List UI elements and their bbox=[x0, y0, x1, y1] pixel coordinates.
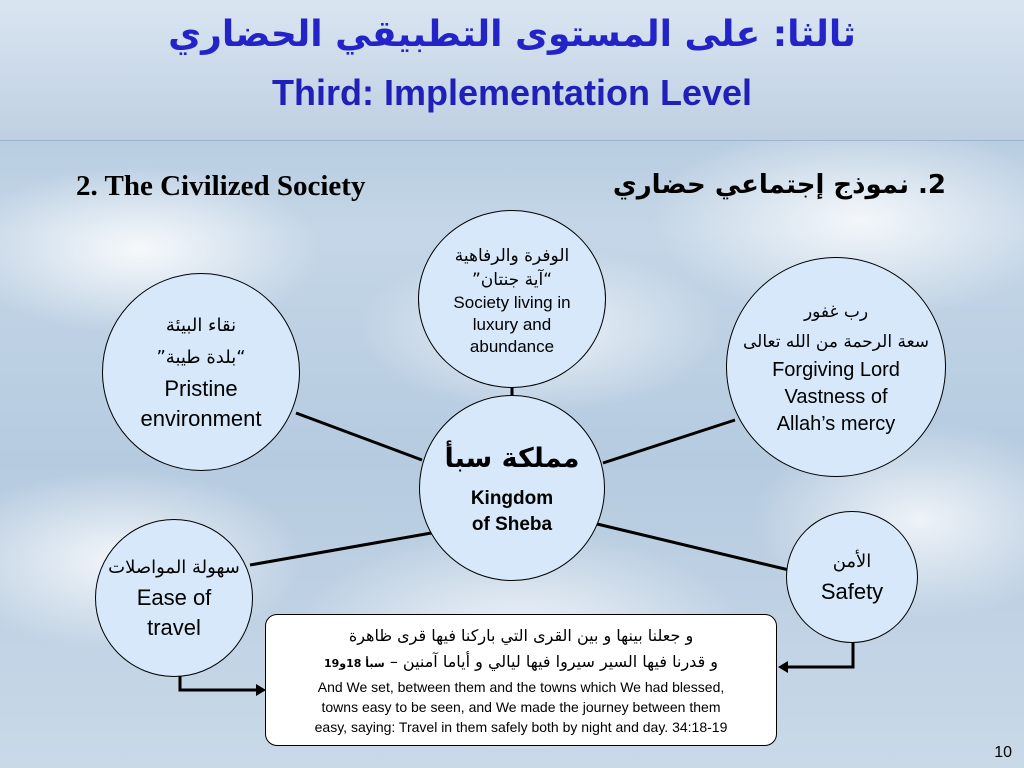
page-number: 10 bbox=[994, 744, 1012, 761]
node-environment-en-1: Pristine bbox=[164, 376, 238, 401]
quote-en-line-1: And We set, between them and the towns which We had blessed, bbox=[317, 679, 725, 695]
node-safety bbox=[786, 511, 918, 643]
node-abundance-en-1: Society living in bbox=[453, 293, 571, 312]
quote-ar-line-2 bbox=[272, 649, 770, 677]
arrow-right-line bbox=[782, 642, 853, 667]
quote-en-line-2: towns easy to be seen, and We made the journey between them bbox=[321, 699, 721, 715]
node-safety-ar: الأمن bbox=[832, 551, 872, 572]
node-forgiving-lord-en-1: Forgiving Lord bbox=[772, 358, 900, 381]
node-travel-ar: سهولة المواصلات bbox=[108, 557, 240, 578]
node-abundance-ar-1: الوفرة والرفاهية bbox=[454, 246, 570, 266]
node-abundance-ar-2: “آية جنتان” bbox=[471, 270, 553, 290]
node-center-en-2: of Sheba bbox=[471, 514, 553, 535]
node-travel-en-1: Ease of bbox=[136, 585, 212, 610]
node-ease-of-travel bbox=[95, 519, 253, 677]
connector-bottom-left bbox=[250, 532, 437, 565]
quote-ar-reference: سبأ 18و19 bbox=[323, 657, 385, 670]
connector-right bbox=[603, 420, 735, 463]
arrow-right-head bbox=[778, 661, 788, 673]
node-environment bbox=[102, 273, 300, 471]
node-forgiving-lord-ar-1: رب غفور bbox=[803, 301, 869, 322]
quote-ar-line-1: و جعلنا بينها و بين القرى التي باركنا فيها قرى ظاهرة bbox=[348, 626, 694, 645]
title-arabic: ثالثا: على المستوى التطبيقي الحضاري bbox=[168, 14, 856, 55]
node-forgiving-lord bbox=[726, 257, 946, 477]
node-kingdom-of-sheba bbox=[419, 395, 605, 581]
node-forgiving-lord-en-3: Allah’s mercy bbox=[776, 412, 896, 435]
node-center-en-1: Kingdom bbox=[470, 488, 554, 509]
node-abundance-en-3: abundance bbox=[469, 337, 555, 356]
quote-ar-text-2: و قدرنا فيها السير سيروا فيها ليالي و أياما آمنين – bbox=[389, 652, 719, 671]
node-environment-ar-1: نقاء البيئة bbox=[165, 315, 237, 336]
connector-left bbox=[296, 413, 422, 460]
node-environment-en-2: environment bbox=[140, 406, 262, 431]
node-travel-en-2: travel bbox=[147, 615, 201, 640]
connector-bottom-right bbox=[597, 524, 789, 570]
section-title-arabic: 2. نموذج إجتماعي حضاري bbox=[612, 170, 946, 200]
quote-en-line-3: easy, saying: Travel in them safely both by night and day. 34:18-19 bbox=[314, 719, 728, 735]
node-abundance bbox=[418, 210, 606, 388]
node-environment-ar-2: “بلدة طيبة” bbox=[156, 347, 246, 368]
node-forgiving-lord-ar-2: سعة الرحمة من الله تعالى bbox=[742, 331, 930, 352]
title-english: Third: Implementation Level bbox=[271, 72, 753, 113]
node-forgiving-lord-en-2: Vastness of bbox=[784, 385, 888, 408]
node-safety-en: Safety bbox=[820, 579, 884, 604]
section-title-english: 2. The Civilized Society bbox=[76, 170, 366, 202]
quran-quote-box bbox=[265, 614, 777, 746]
node-center-ar: مملكة سبأ bbox=[444, 443, 580, 474]
node-abundance-en-2: luxury and bbox=[472, 315, 552, 334]
